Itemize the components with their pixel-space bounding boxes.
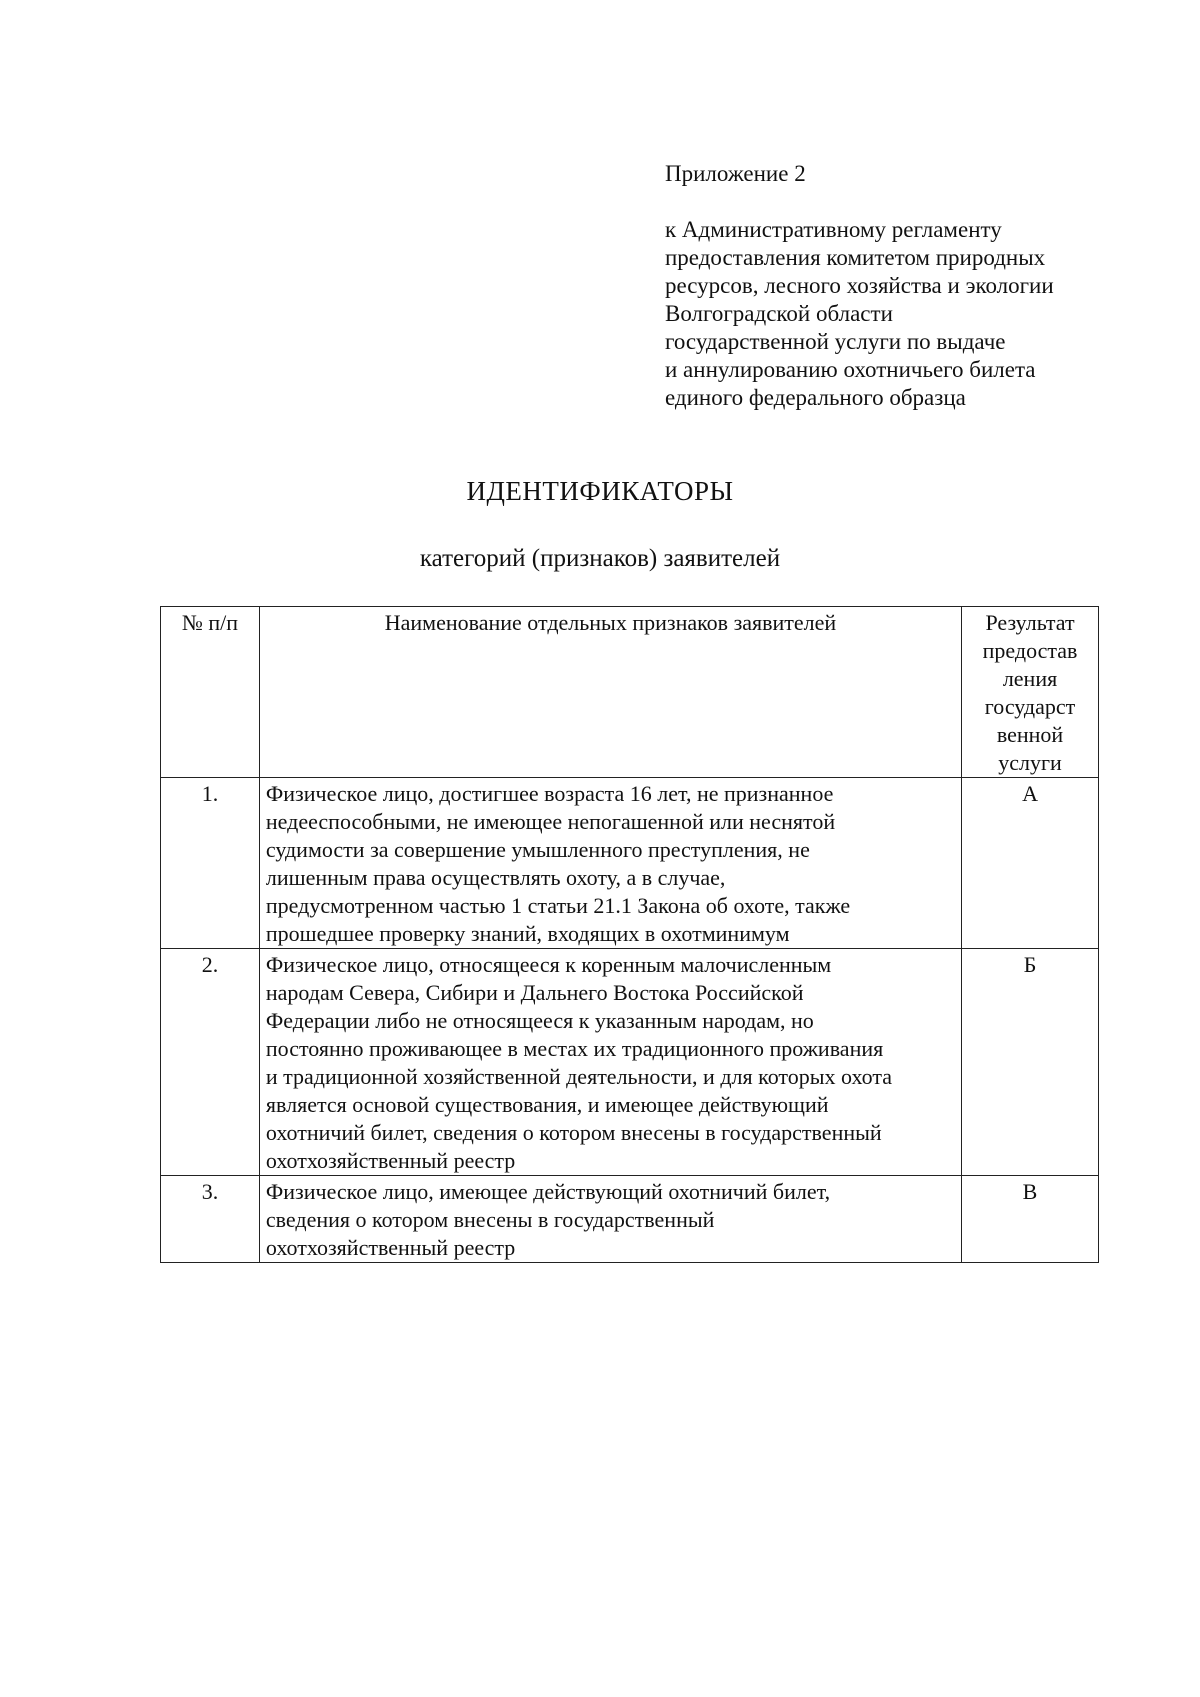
appendix-title: Приложение 2 xyxy=(665,161,806,186)
row-num: 3. xyxy=(161,1176,260,1263)
row-text: Физическое лицо, относящееся к коренным малочисленным народам Севера, Сибири и Дальнего Востока Российской Федерации либо не относящееся к указанным народам, но постоянно проживающее в местах их традиционного проживания и традиционной хозяйственной деятельности, и для которых охота является основой существования, и имеющее действующий охотничий билет, сведения о котором внесены в государственный охотхозяйственный реестр xyxy=(259,949,961,1176)
row-result: А xyxy=(962,778,1099,949)
row-text: Физическое лицо, имеющее действующий охотничий билет, сведения о котором внесены в государственный охотхозяйственный реестр xyxy=(259,1176,961,1263)
row-result: В xyxy=(962,1176,1099,1263)
header-num: № п/п xyxy=(161,607,260,778)
row-num: 1. xyxy=(161,778,260,949)
row-num: 2. xyxy=(161,949,260,1176)
table-row xyxy=(161,949,1099,1176)
table-row xyxy=(161,778,1099,949)
header-result: Результат предостав ления государст венной услуги xyxy=(962,607,1099,778)
appendix-line: и аннулированию охотничьего билета xyxy=(665,357,1036,382)
table-header-row xyxy=(161,607,1099,778)
appendix-line: государственной услуги по выдаче xyxy=(665,329,1006,354)
appendix-line: единого федерального образца xyxy=(665,385,966,410)
table-row xyxy=(161,1176,1099,1263)
document-heading: ИДЕНТИФИКАТОРЫ xyxy=(466,476,734,506)
appendix-line: к Административному регламенту xyxy=(665,217,1002,242)
document-subheading: категорий (признаков) заявителей xyxy=(419,545,781,572)
appendix-line: Волгоградской области xyxy=(665,301,893,326)
header-name: Наименование отдельных признаков заявителей xyxy=(259,607,961,778)
row-result: Б xyxy=(962,949,1099,1176)
appendix-line: предоставления комитетом природных xyxy=(665,245,1046,270)
row-text: Физическое лицо, достигшее возраста 16 лет, не признанное недееспособными, не имеющее непогашенной или неснятой судимости за совершение умышленного преступления, не лишенным права осуществлять охоту, а в случае, предусмотренном частью 1 статьи 21.1 Закона об охоте, также прошедшее проверку знаний, входящих в охотминимум xyxy=(259,778,961,949)
applicant-categories-table xyxy=(160,606,1099,1263)
appendix-note xyxy=(665,160,1145,412)
appendix-line: ресурсов, лесного хозяйства и экологии xyxy=(665,273,1054,298)
